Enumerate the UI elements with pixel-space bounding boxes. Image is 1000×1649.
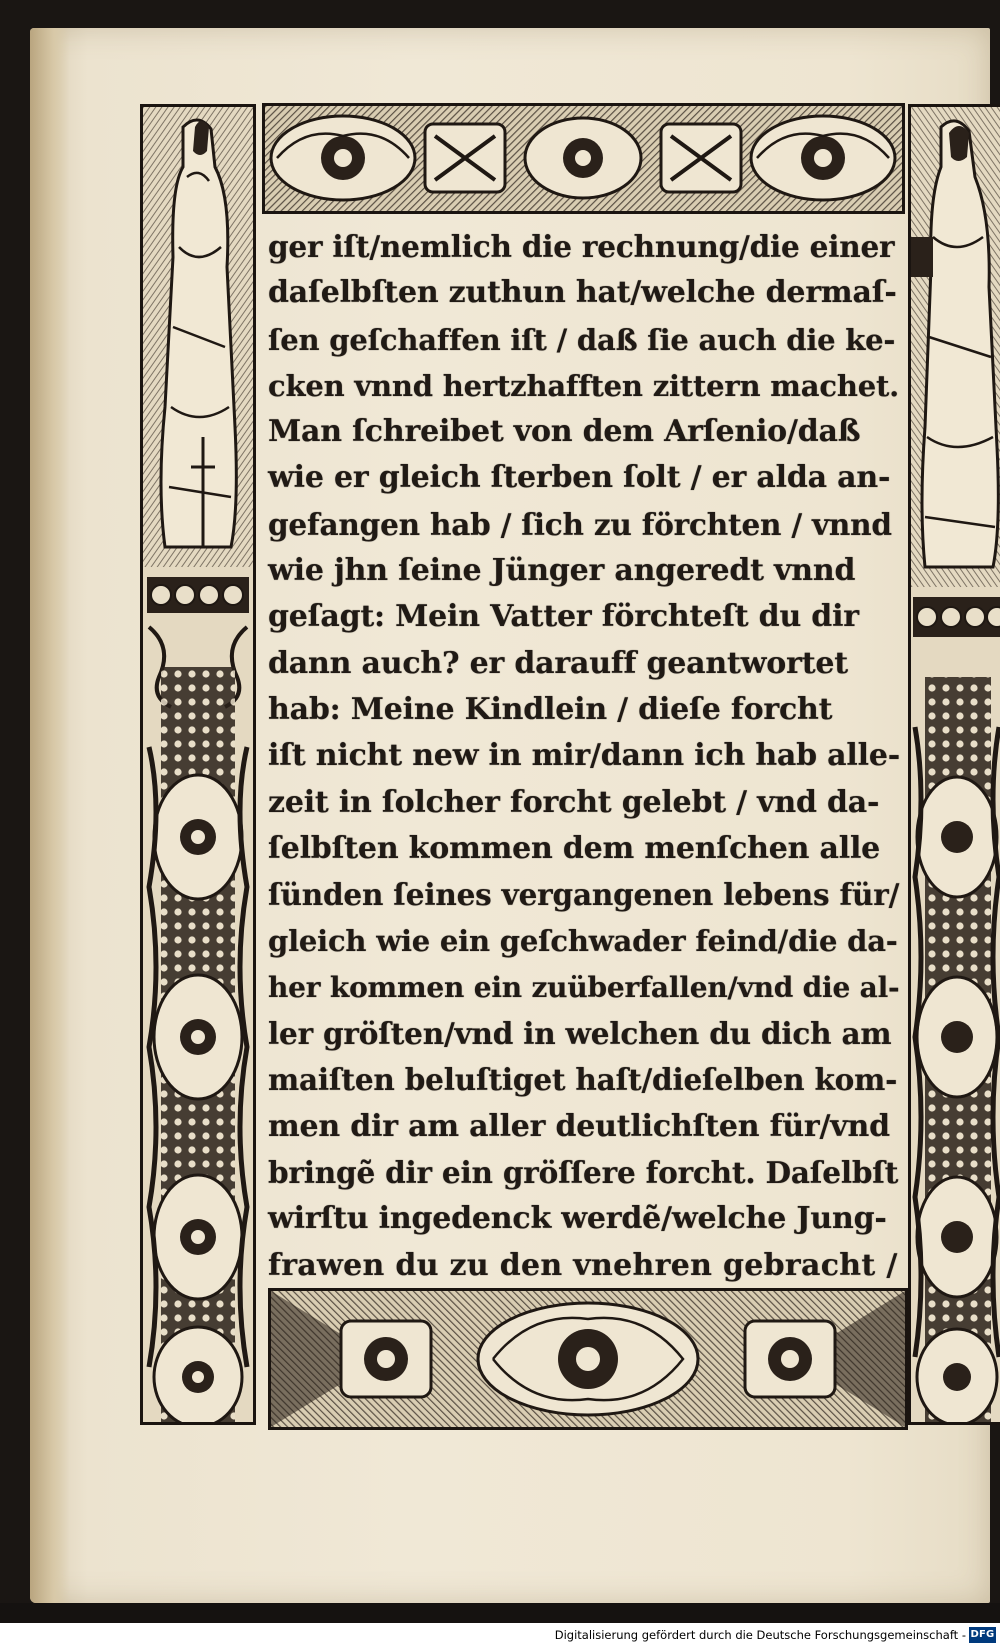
text-line: ſen geſchaffen iſt / daß ſie auch die ke-: [268, 322, 896, 357]
text-line: gleich wie ein geſchwader feind/die da-: [268, 924, 898, 959]
page-gutter-shadow: [30, 28, 70, 1603]
text-line: ger iſt/nemlich die rechnung/die einer: [268, 229, 895, 264]
text-line: ler gröſten/vnd in welchen du dich am: [268, 1016, 892, 1052]
text-line: frawen du zu den vnehren gebracht /: [268, 1247, 898, 1283]
top-woodcut-border: [262, 103, 905, 214]
right-woodcut-border: [908, 104, 1000, 1425]
text-line: gefangen hab / ſich zu förchten / vnnd: [268, 506, 892, 542]
text-line: iſt nicht new in mir/dann ich hab alle-: [268, 738, 900, 774]
digitization-footer: [0, 1623, 1000, 1649]
text-line: wie jhn ſeine Jünger angeredt vnnd: [268, 553, 856, 589]
body-text: [268, 224, 900, 1284]
text-line: wirſtu ingedenck werdẽ/welche Jung-: [268, 1201, 887, 1237]
text-line: geſagt: Mein Vatter förchteſt du dir: [268, 599, 859, 635]
scan-bottom-band: [0, 1603, 1000, 1623]
bottom-woodcut-border: [268, 1288, 908, 1430]
text-line: her kommen ein zuüberfallen/vnd die al-: [268, 970, 900, 1004]
text-line: dann auch? er darauff geantwortet: [268, 645, 848, 681]
text-line: Man ſchreibet von dem Arſenio/daß: [268, 414, 861, 450]
top-border-ornament: [265, 106, 902, 211]
left-border-ornament: [143, 107, 253, 1422]
text-line: zeit in ſolcher forcht gelebt / vnd da-: [268, 784, 880, 820]
text-line: cken vnnd hertzhafften zittern machet.: [268, 368, 900, 403]
funding-credit: Digitalisierung gefördert durch die Deutsche Forschungsgemeinschaft -: [554, 1628, 966, 1642]
bottom-border-ornament: [271, 1291, 905, 1427]
text-line: ſünden ſeines vergangenen lebens für/: [268, 877, 900, 913]
text-line: men dir am aller deutlichſten für/vnd: [268, 1108, 890, 1144]
text-line: daſelbſten zuthun hat/welche dermaſ-: [268, 275, 897, 311]
text-line: ſelbſten kommen dem menſchen alle: [268, 830, 881, 866]
text-line: wie er gleich ſterben ſolt / er alda an-: [268, 460, 891, 496]
right-border-ornament: [911, 107, 1000, 1422]
text-line: hab: Meine Kindlein / dieſe forcht: [268, 691, 833, 727]
text-line: maiſten beluſtiget haſt/dieſelben kom-: [268, 1062, 898, 1098]
dfg-logo: DFG: [969, 1627, 996, 1643]
left-woodcut-border: [140, 104, 256, 1425]
text-line: bringẽ dir ein gröſſere forcht. Daſelbſt: [268, 1154, 899, 1190]
